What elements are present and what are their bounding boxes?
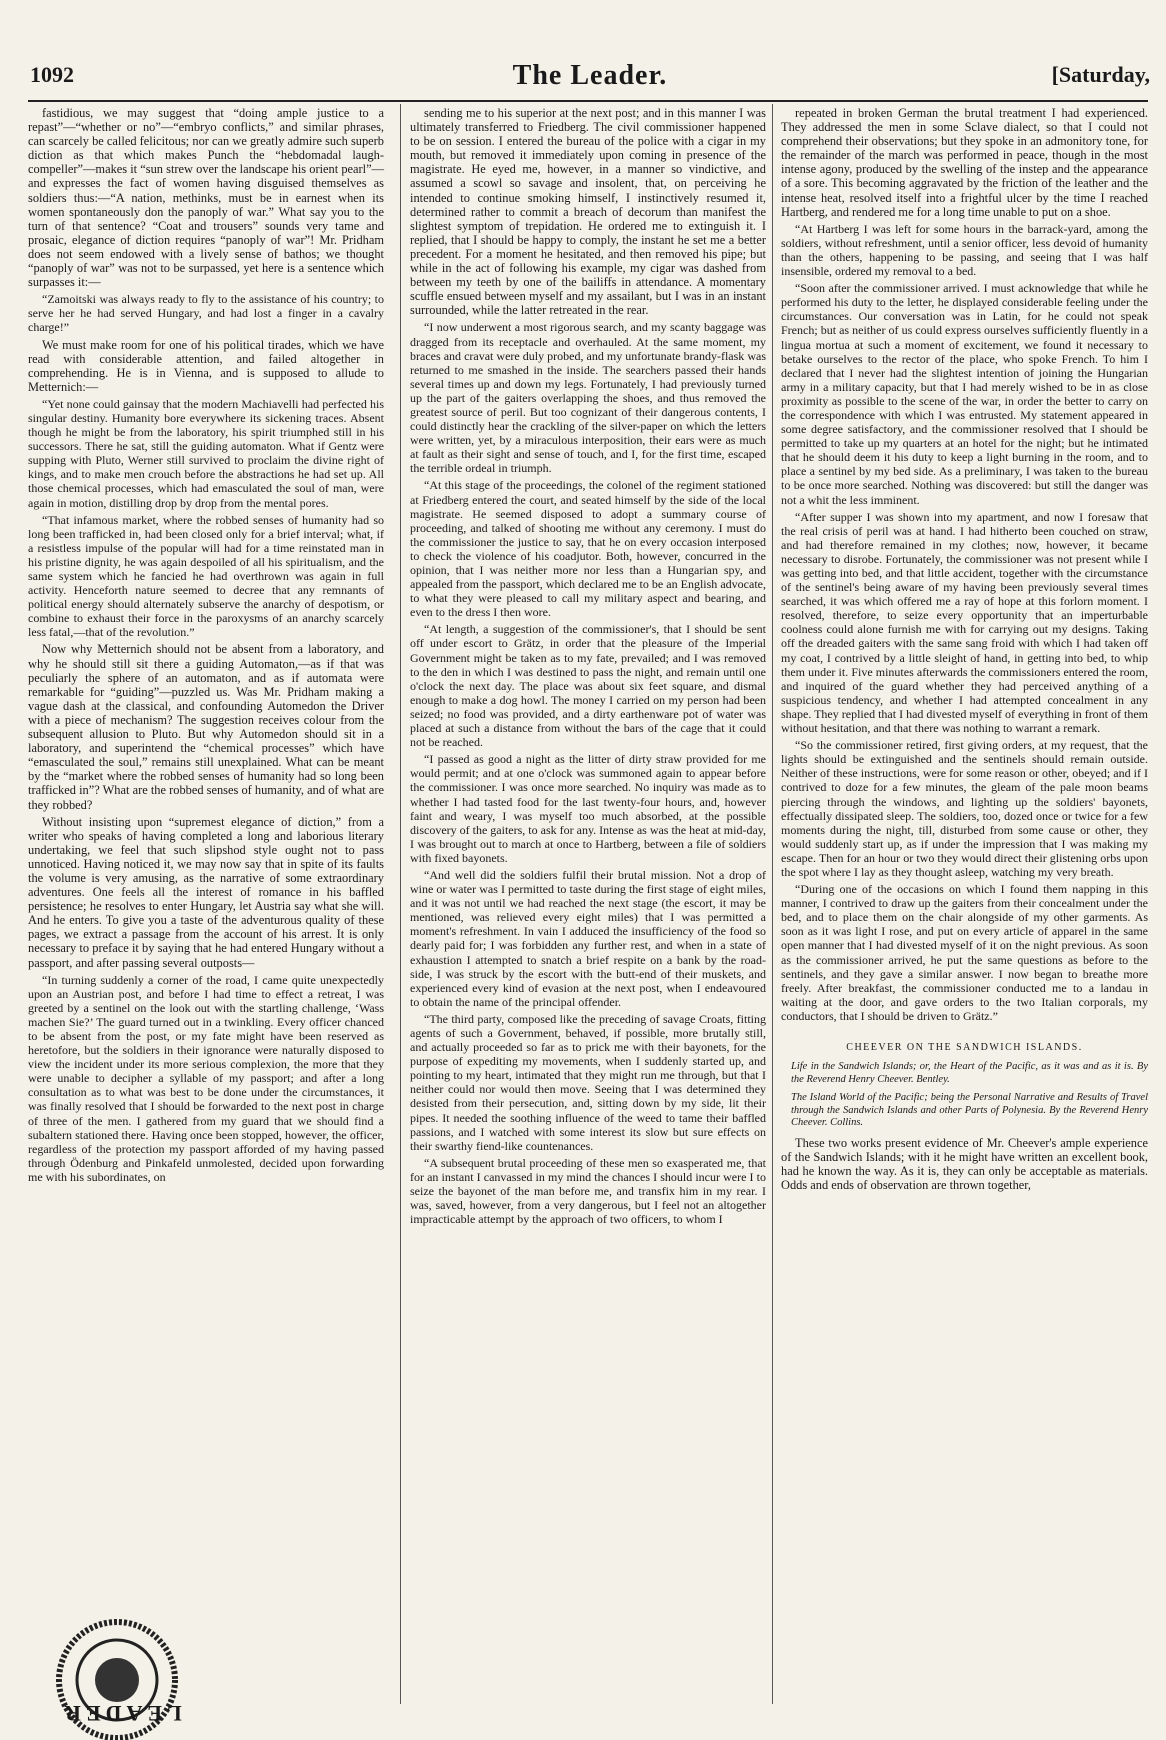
paragraph: Now why Metternich should not be absent from a laboratory, and why he should still sit there a guiding Automaton,—as if that was peculiarly the sphere of an automaton, and as if automata were remarkable for “guiding”—puzzled us. Was Mr. Pridham making a vague dash at the classical, and confounding Automedon the Driver with a piece of mechanism? The suggestion receives colour from the subsequent allusion to Pluto. But why Automedon should sit in a laboratory, and superintend the “chemical processes” which have “emasculated the soul,” remains still unexplained. What can be meant by the “market where the robbed senses of humanity had so long been trafficked in”? What are the robbed senses of humanity, and of what are they robbed? bbox=[28, 642, 384, 812]
quotation: “A subsequent brutal proceeding of these men so exasperated me, that for an instant I canvassed in my mind the chances I should incur were I to seize the bayonet of the man before me, and transfix him in my rear. I was, saved, however, from a very dangerous, but I feel not an altogether impracticable attempt by the approach of two officers, to whom I bbox=[410, 1155, 766, 1227]
column-2 bbox=[410, 106, 766, 1229]
quotation: “Soon after the commissioner arrived. I must acknowledge that while he performed his duty to the letter, he displayed considerable feeling under the circumstances. Our conversation was in Latin, for he could not speak French; but as neither of us could express ourselves sufficiently fluently in a lingua mortua at such a moment of excitement, we found it necessary to betake ourselves to the rector of the place, who spoke French. To him I declared that I never had the slightest intention of joining the Hungarian army in a military capacity, but that I had merely wished to be in as close proximity as possible to the scene of the war, in order the better to carry on the correspondence with which I was entrusted. My statement appeared in some degree satisfactory, and the commissioner resolved that I should be permitted to take up my quarters at an hotel for the night; but he intimated that he should deem it his duty to keep a light burning in the room, and to place a sentinel by my bed side. As a preliminary, I was taken to the bureau to be once more searched. Nothing was discovered: but still the danger was not a whit the less imminent. bbox=[781, 281, 1148, 507]
quotation: “I passed as good a night as the litter of dirty straw provided for me would permit; and at one o'clock was summoned again to appear before the commissioner. I was once more searched. No inquiry was made as to whether I had tasted food for the last twenty-four hours, and, however faint and weary, I was myself too much absorbed, at the possible discovery of the gaiters, to ask for any. Intense as was the heat at mid-day, I was brought out to march at once to Hartberg, between a file of soldiers with fixed bayonets. bbox=[410, 752, 766, 865]
column-divider bbox=[400, 104, 401, 1704]
quotation: “At Hartberg I was left for some hours in the barrack-yard, among the soldiers, without refreshment, until a senior officer, less devoid of humanity than the others, happening to be passing, and seeing that I was half insensible, ordered my removal to a bed. bbox=[781, 221, 1148, 279]
book-citation: The Island World of the Pacific; being the Personal Narrative and Results of Travel through the Sandwich Islands and other Parts of Polynesia. By the Reverend Henry Cheever. Collins. bbox=[791, 1092, 1148, 1129]
column-1 bbox=[28, 106, 384, 1187]
book-citation: Life in the Sandwich Islands; or, the Heart of the Pacific, as it was and as it is. By the Reverend Henry Cheever. Bentley. bbox=[791, 1061, 1148, 1085]
quotation: “In turning suddenly a corner of the road, I came quite unexpectedly upon an Austrian post, and before I had time to effect a retreat, I was greeted by a sentinel on the look out with the startling challenge, ‘Wass machen Sie?’ The guard turned out in a twinkling. Every officer chanced to be absent from the post, or my fate might have been reserved as heretofore, but the soldiers in their ignorance were naturally disposed to view the incident under its more serious complexion, the more that they were unable to decipher a syllable of my passport; and after a long consultation as to what was best to be done under the circumstances, it was finally resolved that I should be forwarded to the next post in charge of three of the men. I gathered from my guard that we should find a subaltern stationed there. Having once been stopped, however, the officer, regardless of the protection my passport afforded of my having passed through Ödenburg and Pinkafeld unmolested, decided upon forwarding me with his subordinates, on bbox=[28, 972, 384, 1184]
column-3 bbox=[781, 106, 1148, 1195]
quotation: “At this stage of the proceedings, the colonel of the regiment stationed at Friedberg entered the court, and seated himself by the side of the local magistrate. He seemed disposed to adopt a summary course of proceeding, and talked of shooting me without any ceremony. I must do the commissioner the justice to say, that he on every occasion interposed to check the violence of his coadjutor. Both, however, concurred in the opinion, that I was neither more nor less than a Hungarian spy, and appealed from the passport, which declared me to be an English advocate, to what they were pleased to call my military aspect and bearing, and even to the dress I then wore. bbox=[410, 478, 766, 620]
quotation: “At length, a suggestion of the commissioner's, that I should be sent off under escort to Grätz, in order that the pleasure of the Imperial Government might be taken as to my fate, prevailed; and I was removed to the den in which I was destined to pass the night, and remain until one o'clock the next day. The place was about six feet square, and dismal enough to make a dog howl. The money I carried on my person had been seized; no food was provided, and a dirty earthenware pot of water was placed at such a distance from without the bars of the cage that it could not be reached. bbox=[410, 622, 766, 750]
quotation: “After supper I was shown into my apartment, and now I foresaw that the real crisis of peril was at hand. I had hitherto been couched on straw, and had therefore remained in my clothes; now, however, it became necessary to disrobe. Fortunately, the commissioner was not present while I was getting into bed, and that little accident, together with the circumstance of the sentinel's being aware of my having been previously several times searched, it was which offered me a ray of hope at this forlorn moment. I resolved, therefore, to seize every opportunity that an imperturbable coolness could alone furnish me with for carrying out my designs. Taking off the dreaded gaiters with the same sang froid with which I had taken off my coat, I contrived by a little sleight of hand, in getting into bed, to whip them under it. Five minutes afterwards the commissioners entered the room, and inquired of the guard whether they had perceived anything of a suspicious tendency, and whether I had attempted concealment in any shape. They replied that I had divested myself of everything in front of them without hesitation, and that there was nothing to warrant a remark. bbox=[781, 509, 1149, 736]
masthead: The Leader. bbox=[512, 60, 668, 91]
paragraph: sending me to his superior at the next post; and in this manner I was ultimately transferred to Friedberg. The civil commissioner happened to be on session. I entered the bureau of the police with a cigar in my mouth, but removed it immediately upon coming in presence of the magistrate. He eyed me, however, in a manner so vindictive, and assumed a scowl so savage and insolent, that, on perceiving he intended to continue smoking himself, I instinctively resumed it, determined rather to commit a breach of decorum than manifest the slightest symptom of trepidation. He ordered me to extinguish it. I replied, that I should be happy to comply, the instant he set me a better precedent. For a moment he hesitated, and then removed his pipe; but while in the act of following his example, my cigar was dashed from between my teeth by one of the bailiffs in attendance. A momentary scuffle ensued between myself and my assailant, but I was in an instant surrounded, while the latter retreated in the rear. bbox=[410, 106, 766, 318]
paragraph: fastidious, we may suggest that “doing ample justice to a repast”—“whether or no”—“embryo conflicts,” and similar phrases, can scarcely be called felicitous; nor can we greatly admire such superb diction as that which makes Punch the “hebdomadal laugh-compeller”—makes it “sun strew over the landscape his orient pearl”—and expresses the fact of women having disguised themselves as soldiers thus:—“A nation, methinks, must be in earnest when its women spontaneously don the panoply of war.” What say you to the turn of that sentence? “Coat and trousers” sounds very tame and prosaic, elegance of diction requires “panoply of war”! Mr. Pridham does not seem endowed with a lively sense of bathos; we thought “panoply of war” was not to be surpassed, yet here is a sentence which surpasses it:— bbox=[28, 106, 384, 290]
quotation: “I now underwent a most rigorous search, and my scanty baggage was dragged from its receptacle and overhauled. At the same moment, my braces and cravat were duly probed, and my unfortunate brandy-flask was returned to me smashed in the inside. The searchers passed their hands several times up and down my legs. Fortunately, I had previously turned up the part of the gaiters overlapping the shoes, and thus removed the greatest source of peril. But too cognizant of their dangerous contents, I could distinctly hear the crackling of the silver-paper on which the letters were written, yet, by a miraculous interposition, their ears were as much at fault as their sight and sense of touch, and I, for the first time, escaped the terrible ordeal in triumph. bbox=[410, 320, 766, 476]
quotation: “The third party, composed like the preceding of savage Croats, fitting agents of such a Government, behaved, if possible, more brutally still, and actually proceeded so far as to prick me with their bayonets, for the purpose of expediting my movements, when I suddenly started up, and pointing to my heart, intimated that they might run me through, but that I neither could nor would then move. Seeing that I was determined they desisted from their persecution, and, sitting down by my side, lit their pipes. It needed the soothing influence of the weed to tame their baffled passions, and I watched with some interest its slow but sure effects on their swarthy fiend-like countenances. bbox=[410, 1011, 766, 1153]
issue-date: [Saturday, bbox=[1051, 62, 1150, 87]
paragraph: Without insisting upon “supremest elegance of diction,” from a writer who speaks of having completed a long and laborious literary undertaking, we feel that such slipshod style ought not to pass unnoticed. Having noticed it, we may now say that in spite of its faults the volume is very amusing, as the narrative of some extraordinary adventures. One feels all the interest of romance in his baffled persistence; he resolves to enter Hungary, let Austria say what she will. And he enters. To give you a taste of the adventurous quality of these pages, we extract a passage from the account of his arrest. It is only necessary to preface it by saying that he had entered Hungary without a passport, and after passing several outposts— bbox=[28, 814, 384, 970]
page-header bbox=[30, 62, 1150, 102]
paragraph: These two works present evidence of Mr. Cheever's ample experience of the Sandwich Islands; with it he might have written an excellent book, had he known the way. As it is, they can only be acceptable as materials. Odds and ends of observation are thrown together, bbox=[781, 1135, 1148, 1192]
section-heading: CHEEVER ON THE SANDWICH ISLANDS. bbox=[846, 1042, 1083, 1053]
quotation: “So the commissioner retired, first giving orders, at my request, that the lights should be extinguished and the sentinels should remain outside. Neither of these instructions, were for some reason or other, obeyed; and if I contrived to doze for a few minutes, the gleam of the pale moon beams piercing through the windows, and lighting up the soldiers' bayonets, effectually dissipated sleep. The soldiers, too, dozed once or twice for a few moments during the night, till, disturbed from some cause or other, they would suddenly start up, as if under the impression that I was making my escape. Then for an hour or two they would direct their glistening orbs upon the spot where I lay as they thought asleep, watching my very breath. bbox=[781, 738, 1148, 879]
quotation: “And well did the soldiers fulfil their brutal mission. Not a drop of wine or water was I permitted to taste during the first stage of eight miles, and it was not until we had reached the next stage (the escort, it may be mentioned, was relieved every eight miles) that I was permitted a moment's refreshment. In vain I adduced the insufficiency of the food so dearly paid for; I was forbidden any further rest, and when in a state of exhaustion I attempted to snatch a brief respite on a bank by the road-side, I was struck by the escort with the butt-end of their muskets, and experienced every kind of evasion at the next post, when I endeavoured to obtain the name of the principal offender. bbox=[410, 867, 766, 1009]
paragraph: repeated in broken German the brutal treatment I had experienced. They addressed the men in some Sclave dialect, so that I could not comprehend their observations; but they spoke in an admonitory tone, for the remainder of the march was performed in peace, though in the most intense agony, produced by the swelling of the instep and the appearance of a sore. This becoming aggravated by the friction of the leather and the intense heat, resolved itself into a frightful ulcer by the time I reached Hartberg, and rendered me for a long time unable to put on a shoe. bbox=[781, 106, 1148, 219]
quotation: “During one of the occasions on which I found them napping in this manner, I contrived to draw up the gaiters from their concealment under the bed, and to place them on the chair alongside of my other garments. As soon as it was light I rose, and put on every article of apparel in the same open manner that I had divested myself of it on the night previous. As soon as the commissioner arrived, he put the same questions as before to the sentinels, and they gave a similar answer. I now began to breathe more freely. After breakfast, the commissioner conducted me to a landau in waiting at the door, and gave orders to the two Italian corporals, my conductors, that I should be driven to Grätz.” bbox=[781, 882, 1148, 1023]
page-number: 1092 bbox=[30, 62, 74, 87]
column-divider bbox=[772, 104, 773, 1704]
quotation: “That infamous market, where the robbed senses of humanity had so long been trafficked in, had been closed only for a brief interval; what, if a resistless impulse of the popular will had for a time reinstated man in his pristine dignity, he was again despoiled of all his spiritualism, and the same system which he fancied he had overthrown was again in full activity. Henceforth nature seemed to decree that any remnants of political energy should alternately subserve the anarchy of despotism, or combine to exhaust their force in the paroxysms of an anarchy scarcely less fatal,—that of the revolution.” bbox=[28, 512, 384, 640]
stamp-lettering: LEADER bbox=[60, 1701, 182, 1726]
header-rule bbox=[28, 100, 1148, 102]
quotation: “Zamoitski was always ready to fly to the assistance of his country; to serve her he had served Hungary, and had lost a finger in a cavalry charge!” bbox=[28, 292, 384, 335]
paragraph: We must make room for one of his political tirades, which we have read with considerable attention, and failed altogether in comprehending. He is in Vienna, and is supposed to allude to Metternich:— bbox=[28, 337, 384, 394]
quotation: “Yet none could gainsay that the modern Machiavelli had perfected his singular destiny. Humanity bore everywhere its sickening traces. Absent though he might be from the laboratory, his spirit triumphed still in his successors. There he sat, still the guiding automaton. What if Gentz were supping with Pluto, Werner still survived to proclaim the divine right of kings, and to make men crouch before the abstractions he had set up. All those chemical processes, which had emasculated the soul of man, were again in motion, distilling drop by drop from the mental pores. bbox=[28, 396, 384, 510]
